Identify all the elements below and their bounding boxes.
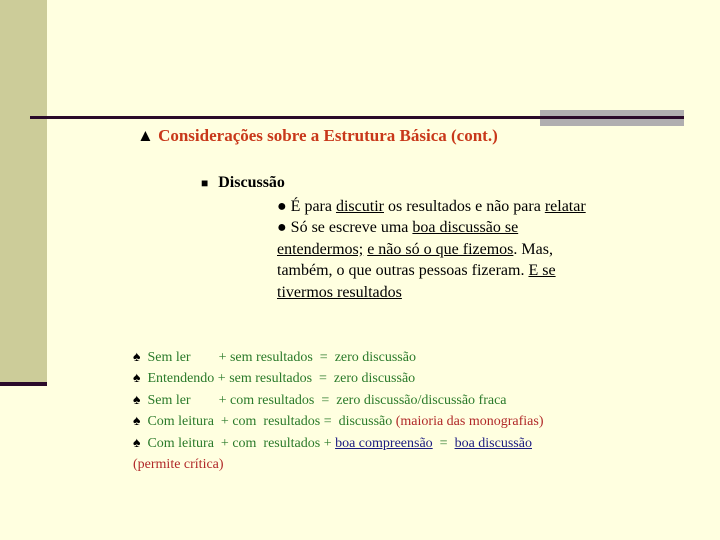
list-item-text: Sem ler + sem resultados = zero discussão — [147, 350, 416, 365]
underlined-text: E se tivermos resultados — [277, 262, 556, 301]
slide-title-text: Considerações sobre a Estrutura Básica (cont.) — [158, 126, 498, 145]
section-heading-text: Discussão — [218, 174, 285, 191]
left-accent-line — [0, 382, 47, 386]
bullet-1 — [277, 196, 607, 217]
list-item — [133, 390, 543, 411]
discussion-body — [277, 196, 607, 303]
text: os resultados e não para — [383, 198, 545, 215]
list-item-text: Entendendo + sem resultados = zero discussão — [147, 371, 416, 387]
boa-compreensao-link[interactable]: boa compreensão — [335, 435, 433, 451]
spade-icon: ♠ — [133, 392, 141, 408]
underlined-text: e não só o que fizemos — [367, 240, 514, 258]
spade-icon: ♠ — [133, 414, 141, 430]
triangle-icon: ▲ — [137, 126, 154, 145]
list-item-text: Com leitura + com resultados + — [147, 435, 336, 451]
underlined-text: relatar — [544, 198, 586, 215]
text: . Mas, também, o que outras pessoas fizeram. — [277, 240, 553, 280]
list-item-text: = — [432, 435, 455, 451]
list-item — [133, 411, 543, 432]
section-heading — [201, 174, 285, 192]
title-divider — [30, 116, 684, 119]
left-accent-bar — [0, 0, 47, 382]
underlined-text: discutir — [335, 198, 384, 215]
bullet-icon: ● — [277, 219, 287, 237]
list-item-note: (maioria das monografias) — [395, 414, 544, 430]
spade-icon: ♠ — [133, 350, 141, 365]
list-item-text: Sem ler + com resultados = zero discussão/discussão fraca — [147, 392, 507, 408]
spade-icon: ♠ — [133, 371, 141, 387]
underlined-text: boa discussão se entendermos; — [277, 219, 519, 258]
text: Só se escreve uma — [290, 219, 413, 237]
spade-icon: ♠ — [133, 435, 141, 451]
bullet-2 — [277, 217, 607, 303]
list-item-text: Com leitura + com resultados = discussão — [147, 414, 396, 430]
list-item — [133, 433, 543, 454]
slide-title — [137, 126, 498, 146]
square-bullet-icon: ■ — [201, 176, 209, 190]
list-item — [133, 347, 543, 368]
boa-discussao-link[interactable]: boa discussão — [454, 435, 532, 451]
outcomes-list — [133, 347, 543, 475]
footnote: (permite crítica) — [133, 457, 224, 473]
text: É para — [290, 198, 336, 215]
list-item — [133, 368, 543, 389]
bullet-icon: ● — [277, 198, 287, 215]
